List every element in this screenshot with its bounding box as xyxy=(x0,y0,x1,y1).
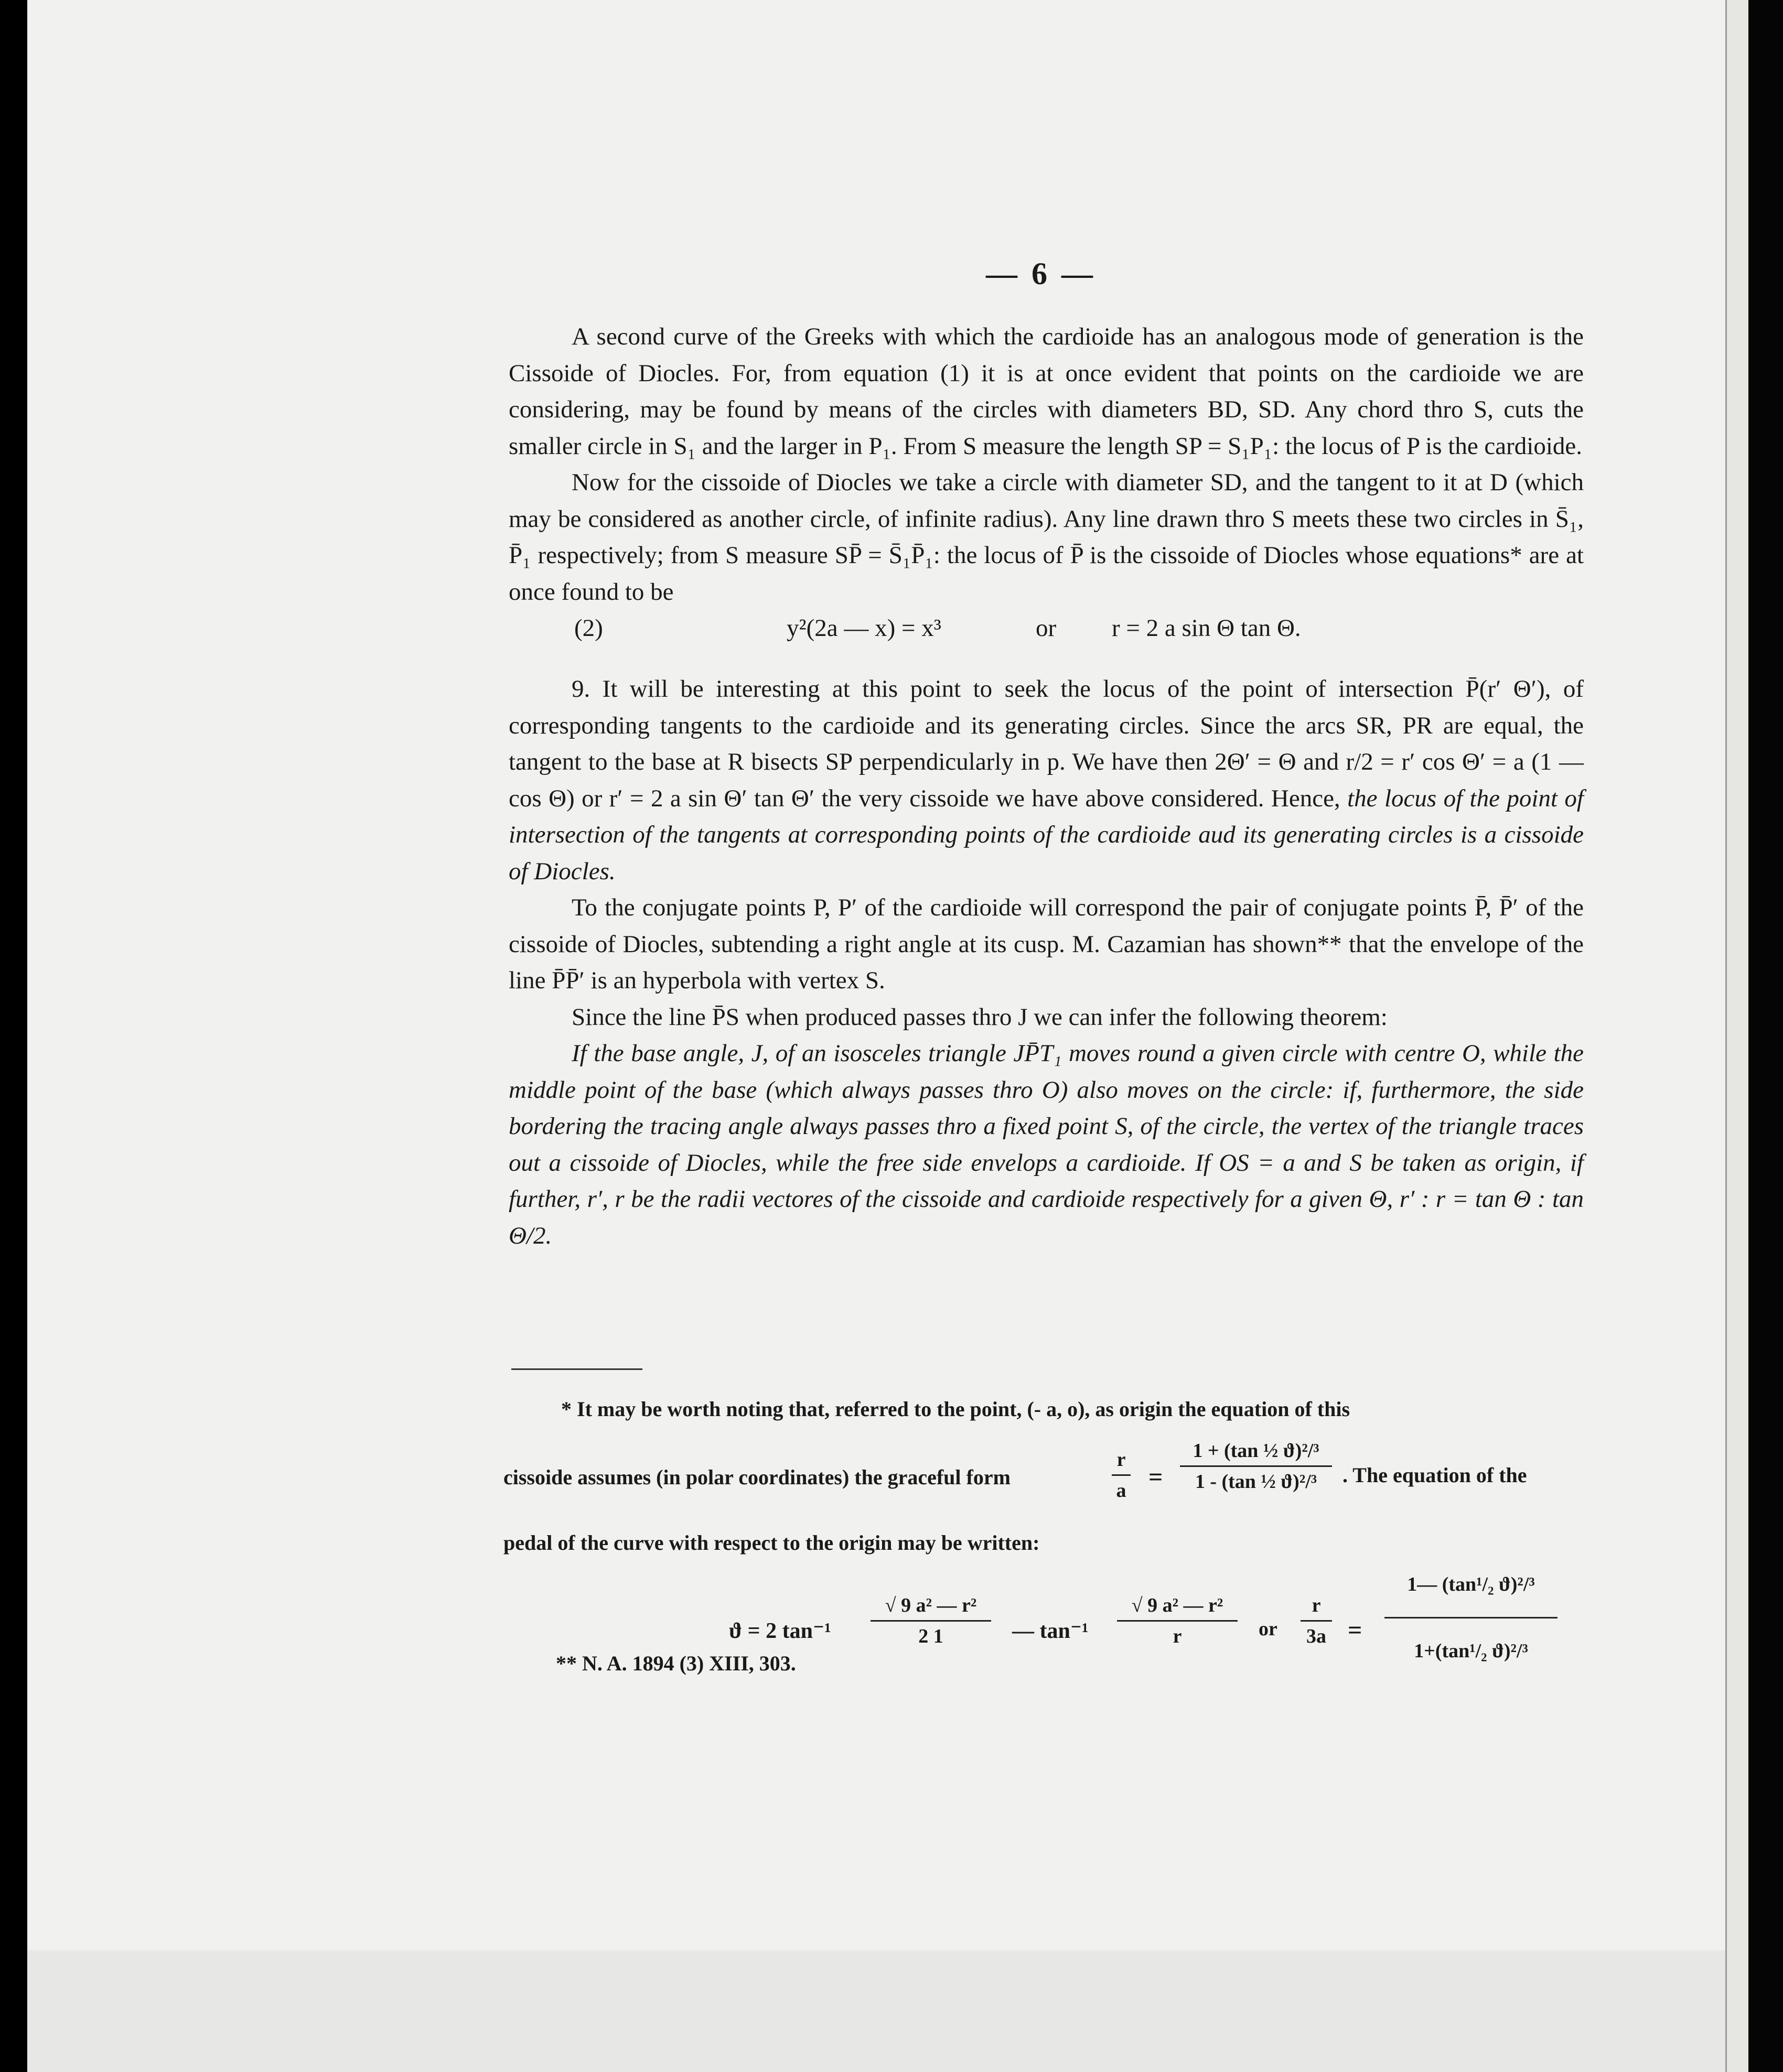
fraction-bar xyxy=(1117,1620,1238,1622)
equation-2-right: r = 2 a sin Θ tan Θ. xyxy=(1112,614,1301,642)
paragraph-5: Since the line P̄S when produced passes thro J we can infer the following theorem: xyxy=(572,1003,1388,1031)
fraction-numerator: 1 + (tan ½ ϑ)²/³ xyxy=(1193,1440,1319,1462)
fraction-bar xyxy=(1301,1620,1332,1622)
fraction-graceful-form xyxy=(1180,1439,1332,1493)
paragraph-4: To the conjugate points P, P′ of the cardioide will correspond the pair of conjugate points P̄, P̄′ of the cissoide of Diocles, subtending a right angle at its cusp. M. Cazamian has shown** that the envelope of the line P̄P̄′ is an hyperbola with vertex S. xyxy=(509,894,1584,994)
paragraph-3-theorem: the locus of the point of intersection of the tangents at corresponding points of the cardioide aud its generating circles is a cissoide of Diocles. xyxy=(509,784,1584,885)
paragraph-2: Now for the cissoide of Diocles we take a circle with diameter SD, and the tangent to it at D (which may be considered as another circle, of infinite radius). Any line drawn thro S meets these two circles in S̄₁, P̄₁ respectively; from S measure SP̄ = S̄₁P̄₁: the locus of P̄ is the cissoide of Diocles whose equations* are at once found to be xyxy=(509,469,1584,606)
pedal-formula-equals: = xyxy=(1348,1616,1362,1644)
footnote-1-line-2-start: cissoide assumes (in polar coordinates) the graceful form xyxy=(503,1465,1011,1489)
pedal-r: r xyxy=(1312,1594,1321,1616)
equation-2-label: (2) xyxy=(574,614,603,642)
pedal-denominator-1: 2 1 xyxy=(918,1625,943,1647)
pedal-denominator-2: r xyxy=(1173,1625,1182,1647)
pedal-denominator-3: 1+(tan¹/₂ ϑ)²/³ xyxy=(1414,1640,1528,1662)
pedal-3a: 3a xyxy=(1306,1625,1326,1647)
page-number: — 6 — xyxy=(986,256,1096,291)
equation-2-left: y²(2a — x) = x³ xyxy=(787,614,941,642)
pedal-fraction-2 xyxy=(1117,1594,1238,1648)
paragraph-3 xyxy=(509,671,1584,890)
pedal-fraction-r-3a xyxy=(1301,1594,1332,1648)
pedal-numerator-2: √ 9 a² — r² xyxy=(1131,1594,1223,1616)
pedal-formula-mid: — tan⁻¹ xyxy=(1012,1619,1089,1643)
pedal-fraction-1 xyxy=(871,1594,991,1648)
pedal-formula-or: or xyxy=(1259,1618,1277,1640)
equation-2 xyxy=(509,610,1584,648)
footnote-equals: = xyxy=(1148,1463,1163,1491)
equation-2-or: or xyxy=(1036,614,1057,642)
fraction-bar xyxy=(1180,1465,1332,1467)
pedal-formula-start: ϑ = 2 tan⁻¹ xyxy=(729,1619,831,1643)
footnote-2: ** N. A. 1894 (3) XIII, 303. xyxy=(556,1652,796,1675)
pedal-numerator-3: 1— (tan¹/₂ ϑ)²/³ xyxy=(1407,1573,1535,1595)
pedal-numerator-1: √ 9 a² — r² xyxy=(885,1594,977,1616)
footnote-1-line-1: * It may be worth noting that, referred to the point, (- a, o), as origin the equation of this xyxy=(561,1397,1350,1421)
paragraph-1: A second curve of the Greeks with which the cardioide has an analogous mode of generation is the Cissoide of Diocles. For, from equation (1) it is at once evident that points on the cardioide we are considering, may be found by means of the circles with diameters BD, SD. Any chord thro S, cuts the smaller circle in S₁ and the larger in P₁. From S measure the length SP = S₁P₁: the locus of P is the cardioide. xyxy=(509,323,1584,460)
footnote-1-line-3: pedal of the curve with respect to the origin may be written: xyxy=(503,1531,1040,1555)
page-shadow xyxy=(27,1950,1753,2072)
fraction-r-over-a xyxy=(1112,1448,1131,1502)
fraction-a: a xyxy=(1116,1480,1126,1502)
footnote-1-line-2-end: . The equation of the xyxy=(1342,1463,1527,1487)
paragraph-3-text: 9. It will be interesting at this point to seek the locus of the point of intersection P̄(r′ Θ′), of corresponding tangents to the cardioide and its generating circles. Since the arcs SR, PR are equal, the tangent to the base at R bisects SP perpendicularly in p. We have then 2Θ′ = Θ and r/2 = r′ cos Θ′ = a (1 — cos Θ) or r′ = 2 a sin Θ′ tan Θ′ the very cissoide we have above considered. Hence, xyxy=(509,675,1584,812)
fraction-bar xyxy=(1384,1617,1558,1618)
fraction-bar xyxy=(871,1620,991,1622)
fraction-denominator: 1 - (tan ½ ϑ)²/³ xyxy=(1195,1471,1317,1493)
fraction-bar xyxy=(1112,1474,1131,1476)
fraction-r: r xyxy=(1116,1449,1126,1471)
paragraph-6: If the base angle, J, of an isosceles triangle JP̄T₁ moves round a given circle with centre O, while the middle point of the base (which always passes thro O) also moves on the circle: if, furthermore, the side bordering the tracing angle always passes thro a fixed point S, of the circle, the vertex of the triangle traces out a cissoide of Diocles, while the free side envelops a cardioide. If OS = a and S be taken as origin, if further, r′, r be the radii vectores of the cissoide and cardioide respectively for a given Θ, r′ : r = tan Θ : tan Θ/2. xyxy=(509,1040,1584,1249)
footnote-rule xyxy=(511,1368,642,1370)
page-edge xyxy=(1725,0,1750,2072)
body-text xyxy=(509,319,1584,1254)
book-spine xyxy=(1748,0,1783,2072)
